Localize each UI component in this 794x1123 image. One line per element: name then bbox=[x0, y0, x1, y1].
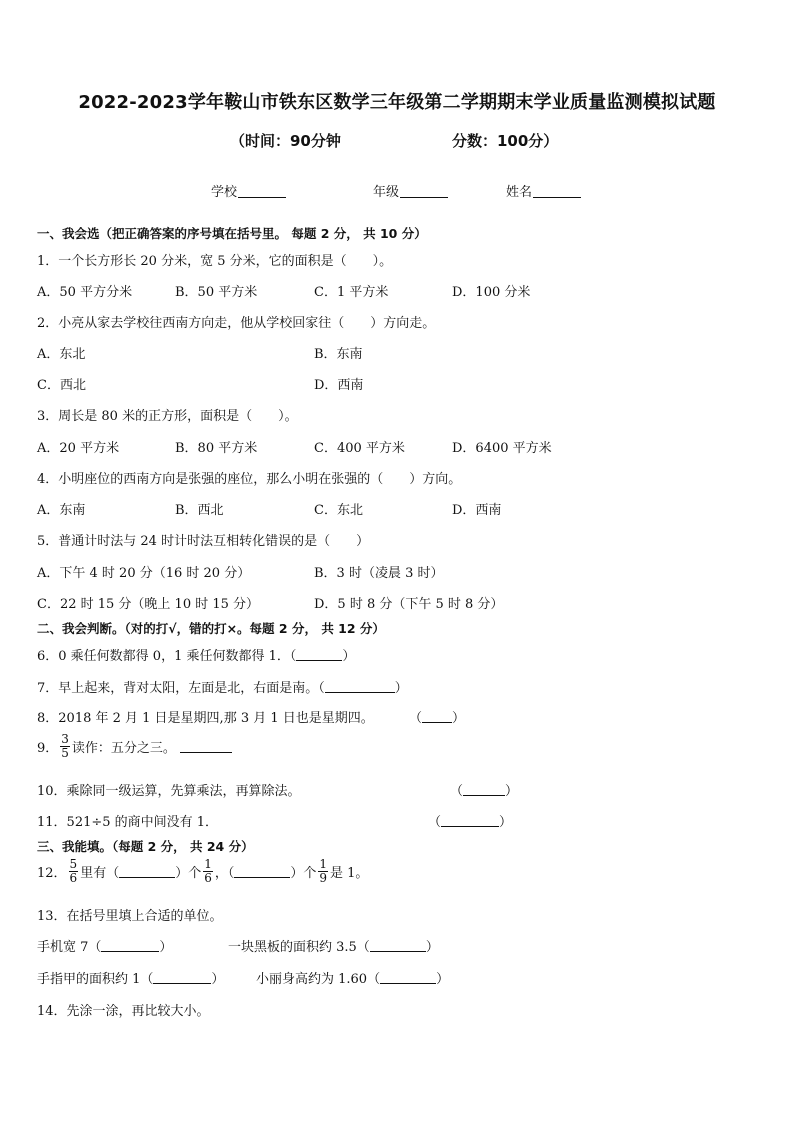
q1-option-b[interactable]: B．50 平方米 bbox=[175, 285, 258, 300]
q13-b-close: ） bbox=[425, 940, 439, 955]
q2-option-a[interactable]: A．东北 bbox=[37, 347, 86, 362]
q12-f1-denominator: 6 bbox=[69, 871, 78, 885]
q12-f2-numerator: 1 bbox=[204, 857, 212, 871]
q13-b-text: 一块黑板的面积约 3.5（ bbox=[228, 940, 370, 955]
q7-close: ） bbox=[394, 681, 408, 696]
q2-option-c[interactable]: C．西北 bbox=[37, 378, 86, 393]
q8-answer[interactable] bbox=[409, 707, 465, 726]
q9-denominator: 5 bbox=[61, 746, 69, 760]
q12-fraction-1 bbox=[69, 858, 79, 885]
q12-text-4: ）个 bbox=[290, 866, 317, 881]
school-blank[interactable] bbox=[238, 184, 286, 198]
q4-option-d[interactable]: D．西南 bbox=[452, 503, 502, 518]
q12-f2-denominator: 6 bbox=[204, 871, 212, 885]
q1-option-a[interactable]: A．50 平方分米 bbox=[37, 285, 133, 300]
q6-close: ） bbox=[342, 649, 356, 664]
q12-answer-blank-2[interactable] bbox=[234, 865, 290, 878]
school-field[interactable] bbox=[211, 181, 286, 200]
name-label: 姓名 bbox=[506, 185, 533, 200]
q11-answer-blank[interactable] bbox=[441, 814, 499, 827]
question-11: 11．521÷5 的商中间没有 1． bbox=[37, 815, 219, 830]
q11-close: ） bbox=[499, 815, 513, 830]
q5-option-b[interactable]: B．3 时（凌晨 3 时） bbox=[314, 566, 444, 581]
section-heading-3: 三、我能填。（每题 2 分， 共 24 分） bbox=[37, 839, 254, 854]
q10-answer[interactable] bbox=[450, 780, 518, 799]
name-blank[interactable] bbox=[533, 184, 581, 198]
q5-option-c[interactable]: C．22 时 15 分（晚上 10 时 15 分） bbox=[37, 597, 260, 612]
question-13: 13．在括号里填上合适的单位。 bbox=[37, 909, 223, 924]
q4-option-c[interactable]: C．东北 bbox=[314, 503, 363, 518]
q13-c-close: ） bbox=[211, 972, 225, 987]
q13-item-c bbox=[37, 968, 224, 987]
q12-text-1: 里有（ bbox=[80, 866, 120, 881]
grade-label: 年级 bbox=[373, 185, 400, 200]
q12-text-3: ，（ bbox=[214, 866, 235, 881]
question-14: 14．先涂一涂，再比较大小。 bbox=[37, 1004, 210, 1019]
question-10: 10．乘除同一级运算，先算乘法，再算除法。 bbox=[37, 784, 301, 799]
question-2: 2．小亮从家去学校往西南方向走，他从学校回家往（ ）方向走。 bbox=[37, 316, 436, 331]
question-9 bbox=[37, 733, 232, 760]
q13-d-blank[interactable] bbox=[380, 971, 436, 984]
grade-blank[interactable] bbox=[400, 184, 448, 198]
q9-prefix: 9． bbox=[37, 741, 59, 756]
grade-field[interactable] bbox=[373, 181, 448, 200]
q13-item-b bbox=[228, 936, 439, 955]
question-6 bbox=[37, 645, 355, 664]
school-label: 学校 bbox=[211, 185, 238, 200]
page-title: 2022-2023学年鞍山市铁东区数学三年级第二学期期末学业质量监测模拟试题 bbox=[78, 92, 716, 113]
q13-c-text: 手指甲的面积约 1（ bbox=[37, 972, 154, 987]
q12-f3-numerator: 1 bbox=[319, 857, 328, 871]
q12-answer-blank-1[interactable] bbox=[119, 865, 175, 878]
exam-score: 分数：100分） bbox=[452, 132, 559, 150]
q12-text-5: 是 1。 bbox=[330, 866, 369, 881]
q12-text-2: ）个 bbox=[175, 866, 202, 881]
q10-open: （ bbox=[450, 784, 464, 799]
q7-answer-blank[interactable] bbox=[325, 680, 395, 693]
q3-option-d[interactable]: D．6400 平方米 bbox=[452, 441, 552, 456]
q11-answer[interactable] bbox=[428, 811, 512, 830]
q10-close: ） bbox=[505, 784, 519, 799]
q9-answer-blank[interactable] bbox=[180, 740, 232, 753]
section-heading-1: 一、我会选（把正确答案的序号填在括号里。 每题 2 分， 共 10 分） bbox=[37, 226, 427, 241]
q13-item-a bbox=[37, 936, 172, 955]
q8-answer-blank[interactable] bbox=[422, 710, 452, 723]
q13-a-blank[interactable] bbox=[101, 939, 159, 952]
q10-answer-blank[interactable] bbox=[463, 783, 505, 796]
question-3: 3．周长是 80 米的正方形，面积是（ ）。 bbox=[37, 409, 298, 424]
q1-option-d[interactable]: D．100 分米 bbox=[452, 285, 531, 300]
q5-option-a[interactable]: A．下午 4 时 20 分（16 时 20 分） bbox=[37, 566, 251, 581]
q4-option-b[interactable]: B．西北 bbox=[175, 503, 224, 518]
q12-f1-numerator: 5 bbox=[69, 857, 78, 871]
q5-option-d[interactable]: D．5 时 8 分（下午 5 时 8 分） bbox=[314, 597, 504, 612]
q12-f3-denominator: 9 bbox=[319, 871, 328, 885]
name-field[interactable] bbox=[506, 181, 581, 200]
q4-option-a[interactable]: A．东南 bbox=[37, 503, 86, 518]
q13-d-text: 小丽身高约为 1.60（ bbox=[256, 972, 381, 987]
q6-stem: 6．0 乘任何数都得 0，1 乘任何数都得 1．（ bbox=[37, 649, 297, 664]
question-1: 1．一个长方形长 20 分米，宽 5 分米，它的面积是（ ）。 bbox=[37, 254, 393, 269]
question-8: 8．2018 年 2 月 1 日是星期四,那 3 月 1 日也是星期四。 bbox=[37, 711, 374, 726]
question-7 bbox=[37, 677, 408, 696]
q1-option-c[interactable]: C．1 平方米 bbox=[314, 285, 389, 300]
q7-stem: 7．早上起来，背对太阳，左面是北，右面是南。（ bbox=[37, 681, 325, 696]
q3-option-b[interactable]: B．80 平方米 bbox=[175, 441, 258, 456]
exam-time: （时间：90分钟 bbox=[230, 132, 341, 150]
q11-open: （ bbox=[428, 815, 442, 830]
q13-c-blank[interactable] bbox=[153, 971, 211, 984]
q9-numerator: 3 bbox=[61, 732, 69, 746]
q8-close: ） bbox=[452, 711, 466, 726]
q2-option-b[interactable]: B．东南 bbox=[314, 347, 363, 362]
q13-b-blank[interactable] bbox=[370, 939, 426, 952]
q12-fraction-2 bbox=[203, 858, 213, 885]
question-12 bbox=[37, 858, 368, 885]
question-4: 4．小明座位的西南方向是张强的座位，那么小明在张强的（ ）方向。 bbox=[37, 472, 462, 487]
q12-fraction-3 bbox=[318, 858, 328, 885]
question-5: 5．普通计时法与 24 时计时法互相转化错误的是（ ） bbox=[37, 534, 370, 549]
q12-prefix: 12． bbox=[37, 866, 67, 881]
q13-a-close: ） bbox=[159, 940, 173, 955]
q13-d-close: ） bbox=[436, 972, 450, 987]
q3-option-a[interactable]: A．20 平方米 bbox=[37, 441, 120, 456]
q6-answer-blank[interactable] bbox=[296, 648, 342, 661]
q8-open: （ bbox=[409, 711, 423, 726]
q2-option-d[interactable]: D．西南 bbox=[314, 378, 364, 393]
q13-item-d bbox=[256, 968, 449, 987]
section-heading-2: 二、我会判断。（对的打√，错的打×。每题 2 分， 共 12 分） bbox=[37, 621, 385, 636]
q13-a-text: 手机宽 7（ bbox=[37, 940, 102, 955]
q9-text: 读作：五分之三。 bbox=[71, 741, 176, 756]
q3-option-c[interactable]: C．400 平方米 bbox=[314, 441, 405, 456]
q9-fraction bbox=[60, 733, 70, 760]
